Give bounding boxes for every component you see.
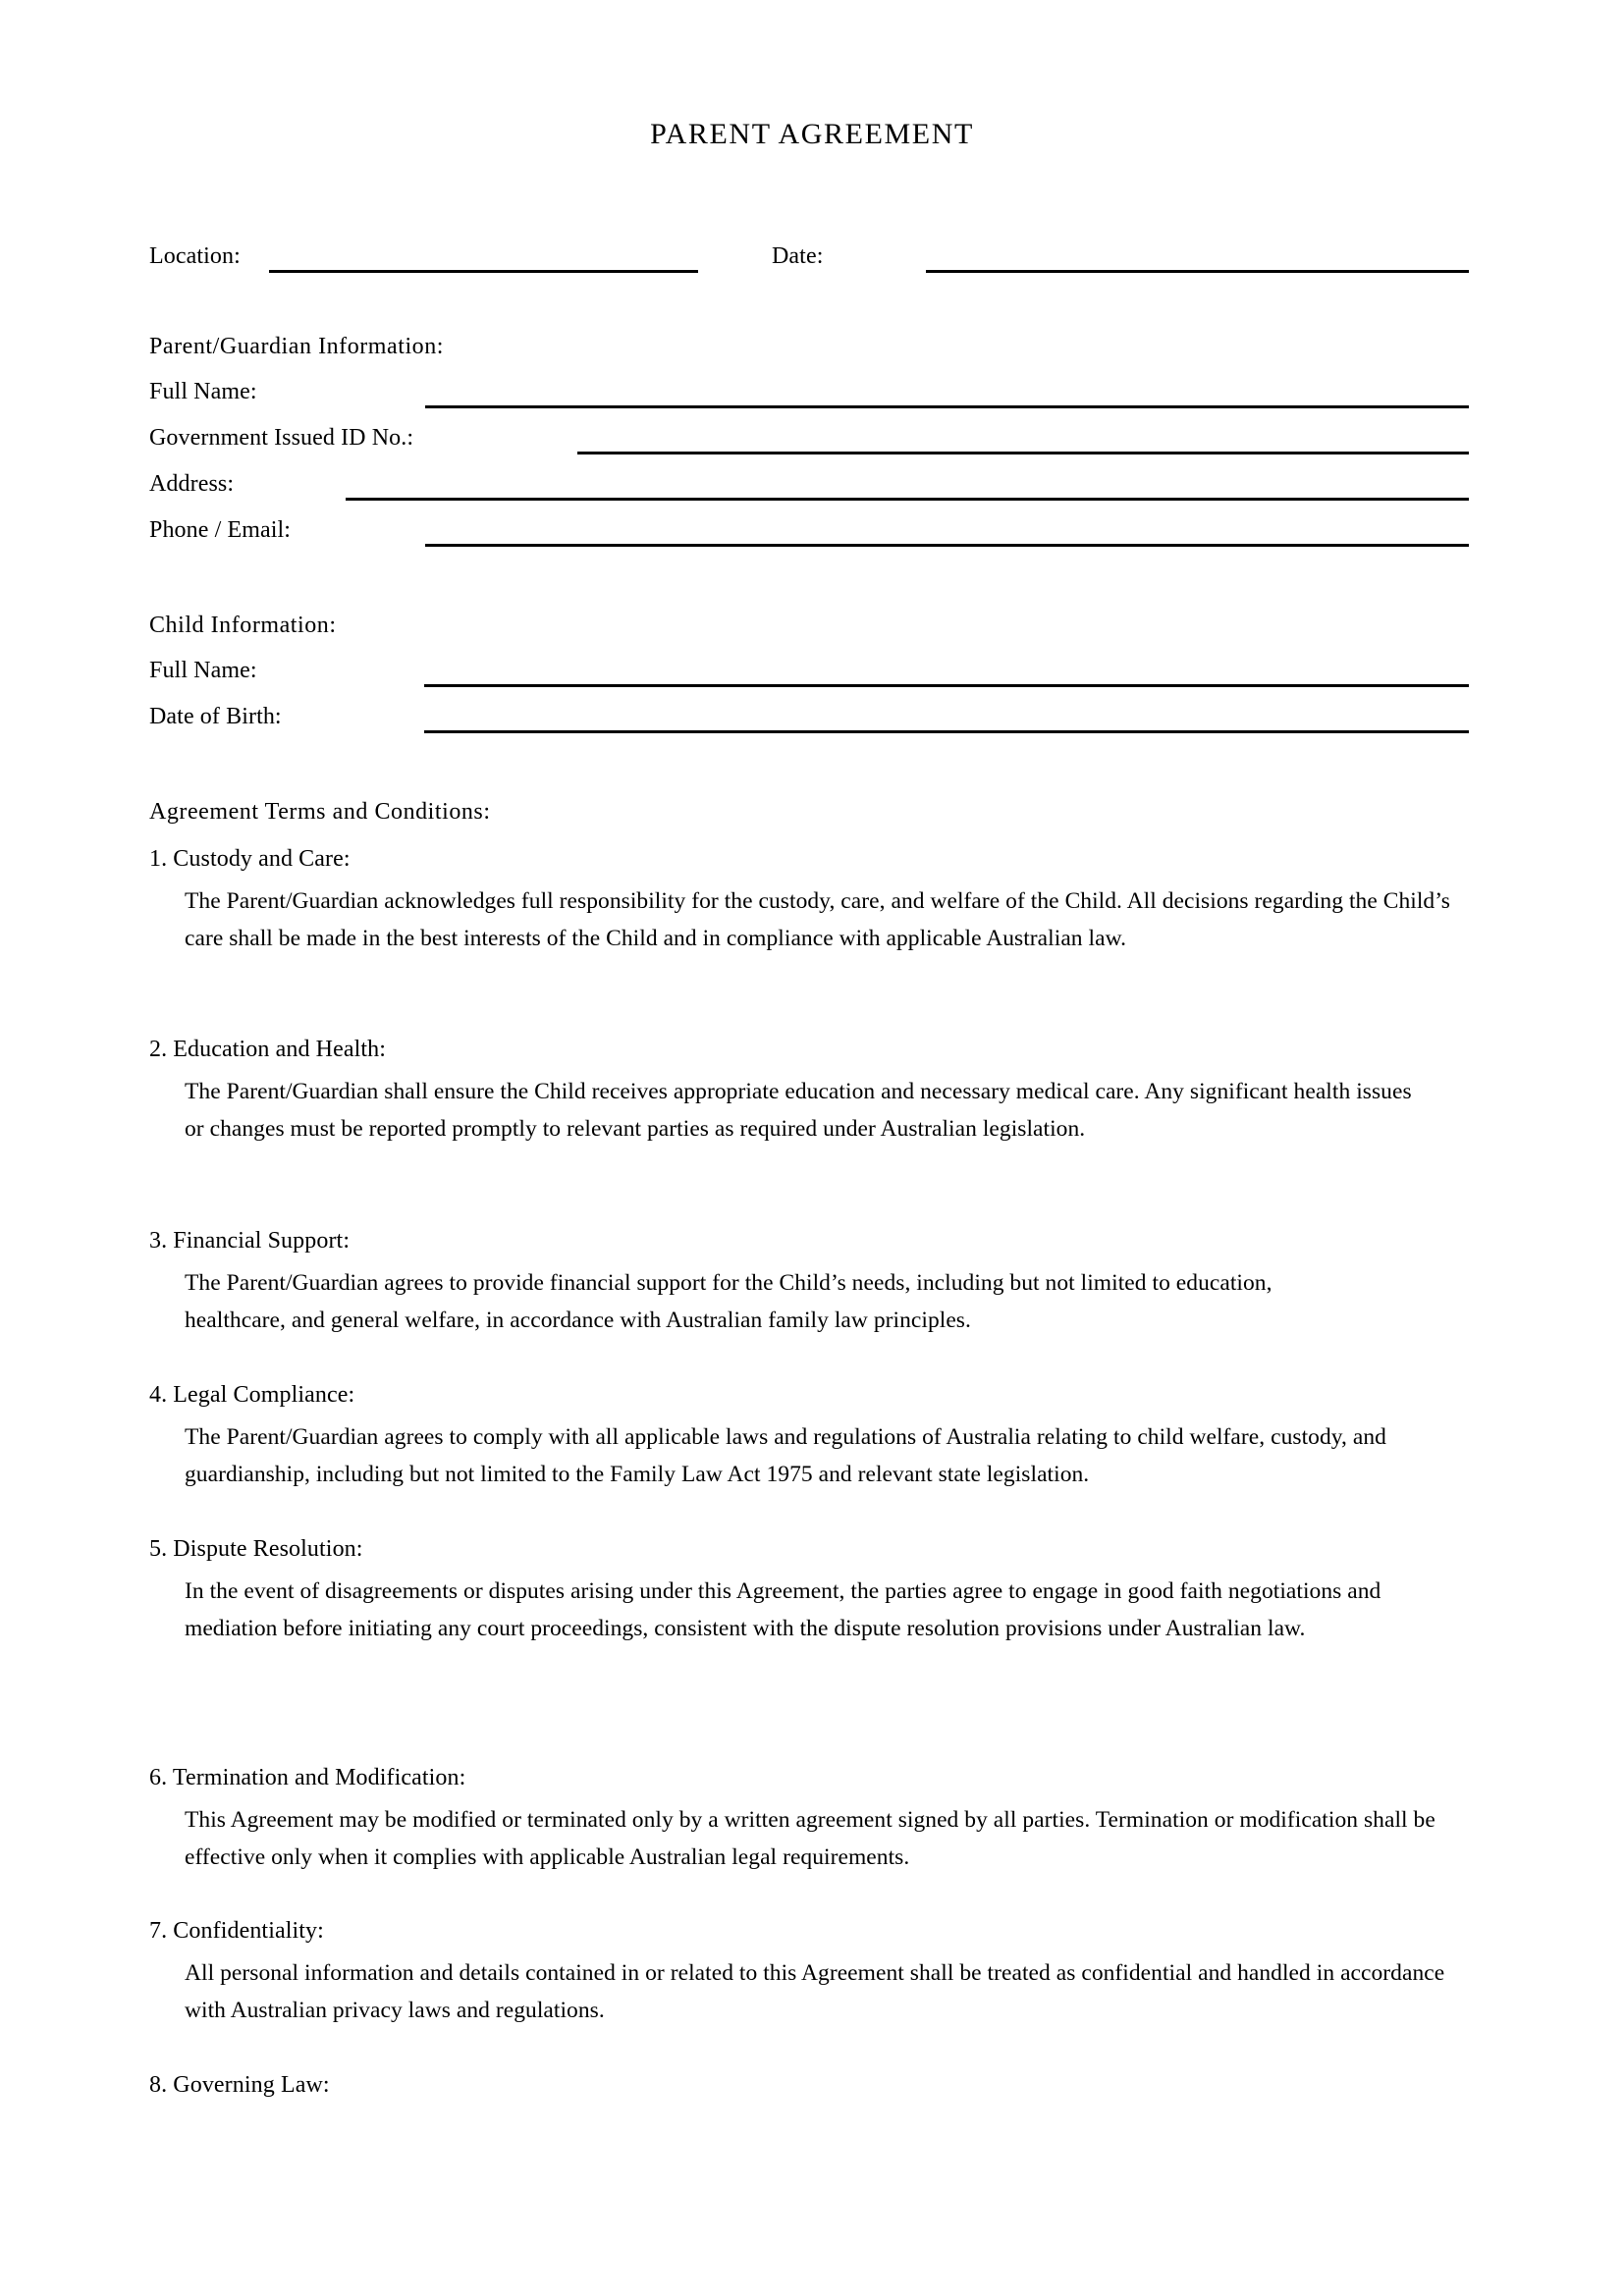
child-full-name-label: Full Name: — [149, 658, 257, 683]
clause-body-3: The Parent/Guardian agrees to provide financial support for the Child’s needs, including but not limited to education, healthcare, and general welfare, in accordance with Australian family law principles. — [185, 1270, 1272, 1333]
clause-title-4: 4. Legal Compliance: — [149, 1382, 355, 1408]
parent-full-name-input-line[interactable] — [425, 405, 1469, 408]
date-input-line[interactable] — [926, 270, 1469, 273]
child-dob-label: Date of Birth: — [149, 704, 282, 729]
page-title: PARENT AGREEMENT — [650, 118, 974, 150]
clause-body-6: This Agreement may be modified or terminated only by a written agreement signed by all parties. Termination or modification shall be effective only when it complies with applicable Australian legal requirements. — [185, 1807, 1435, 1870]
child-full-name-input-line[interactable] — [424, 684, 1469, 687]
clause-body-5: In the event of disagreements or disputes arising under this Agreement, the parties agree to engage in good faith negotiations and mediation before initiating any court proceedings, consistent with the dispute resolution provisions under Australian law. — [185, 1578, 1381, 1641]
parent-id-label: Government Issued ID No.: — [149, 425, 414, 451]
clause-body-1: The Parent/Guardian acknowledges full responsibility for the custody, care, and welfare of the Child. All decisions regarding the Child’s care shall be made in the best interests of the Child and in compliance with applicable Australian law. — [185, 888, 1450, 951]
parent-phone-email-input-line[interactable] — [425, 544, 1469, 547]
clause-title-7: 7. Confidentiality: — [149, 1918, 324, 1944]
clause-body-2: The Parent/Guardian shall ensure the Child receives appropriate education and necessary medical care. Any significant health issues or changes must be reported promptly to relevant parties as required under Australian legislation. — [185, 1079, 1412, 1142]
clause-body-4: The Parent/Guardian agrees to comply with all applicable laws and regulations of Australia relating to child welfare, custody, and guardianship, including but not limited to the Family Law Act 1975 and relevant state legislation. — [185, 1424, 1386, 1487]
parent-section-heading: Parent/Guardian Information: — [149, 334, 444, 359]
clause-title-2: 2. Education and Health: — [149, 1037, 386, 1062]
clause-title-3: 3. Financial Support: — [149, 1228, 351, 1254]
location-input-line[interactable] — [269, 270, 698, 273]
date-label: Date: — [772, 243, 824, 269]
location-label: Location: — [149, 243, 241, 269]
parent-address-input-line[interactable] — [346, 498, 1469, 501]
clause-title-5: 5. Dispute Resolution: — [149, 1536, 363, 1562]
clause-title-8: 8. Governing Law: — [149, 2072, 330, 2098]
parent-full-name-label: Full Name: — [149, 379, 257, 404]
clause-title-1: 1. Custody and Care: — [149, 846, 351, 872]
terms-section-heading: Agreement Terms and Conditions: — [149, 799, 491, 825]
parent-phone-email-label: Phone / Email: — [149, 517, 292, 543]
clause-title-6: 6. Termination and Modification: — [149, 1765, 466, 1790]
parent-address-label: Address: — [149, 471, 235, 497]
child-dob-input-line[interactable] — [424, 730, 1469, 733]
child-section-heading: Child Information: — [149, 613, 337, 638]
clause-body-7: All personal information and details contained in or related to this Agreement shall be treated as confidential and handled in accordance with Australian privacy laws and regulations. — [185, 1960, 1445, 2023]
parent-id-input-line[interactable] — [577, 452, 1469, 454]
